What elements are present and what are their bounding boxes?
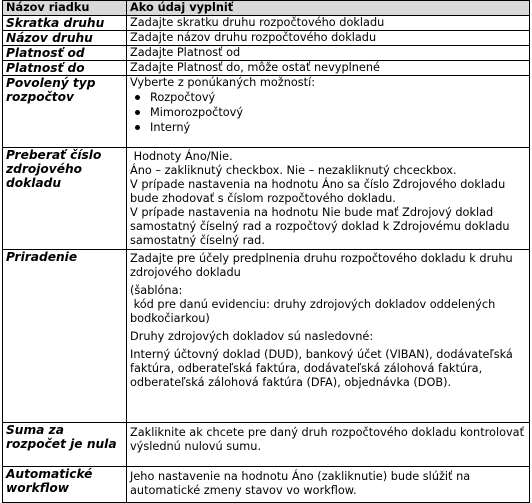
table-header-row bbox=[3, 1, 530, 16]
table-row bbox=[3, 16, 530, 31]
row-description: Jeho nastavenie na hodnotu Áno (zakliknutie) bude slúžiť na automatické zmeny stavov vo workflow. bbox=[127, 467, 530, 503]
row-description: Zakliknite ak chcete pre daný druh rozpočtového dokladu kontrolovať výslednú nulovú sumu. bbox=[127, 423, 530, 467]
row-label: Platnosť od bbox=[3, 46, 127, 61]
row-label: Suma za rozpočet je nula bbox=[3, 423, 127, 467]
row-paragraph: kód pre danú evidenciu: druhy zdrojových dokladov oddelených bodkočiarkou) bbox=[130, 298, 499, 325]
row-label: Skratka druhu bbox=[3, 16, 127, 31]
field-description-table bbox=[2, 0, 530, 503]
row-text-line: V prípade nastavenia na hodnotu Nie bude mať Zdrojový doklad samostatný číselný rad a rozpočtový doklad k Zdrojovému dokladu samostatný číselný rad. bbox=[130, 206, 510, 247]
list-item: Interný bbox=[130, 120, 526, 135]
row-label: Platnosť do bbox=[3, 61, 127, 76]
row-description bbox=[127, 76, 530, 148]
list-item: Rozpočtový bbox=[130, 90, 526, 105]
row-text-line: V prípade nastavenia na hodnotu Áno sa číslo Zdrojového dokladu bude zhodovať s číslom rozpočtového dokladu. bbox=[130, 178, 506, 205]
row-paragraph: Druhy zdrojových dokladov sú nasledovné: bbox=[130, 330, 374, 343]
row-description bbox=[127, 148, 530, 250]
header-how-to-fill: Ako údaj vyplniť bbox=[127, 1, 530, 16]
row-description: Zadajte Platnosť od bbox=[127, 46, 530, 61]
row-paragraph: Interný účtovný doklad (DUD), bankový účet (VIBAN), dodávateľská faktúra, odberateľská faktúra, dodávateľská zálohová faktúra, odberateľská zálohová faktúra (DFA), objednávka (DOB). bbox=[130, 348, 513, 389]
table-row bbox=[3, 467, 530, 503]
options-intro: Vyberte z ponúkaných možností: bbox=[130, 76, 316, 89]
row-paragraph: (šablóna: bbox=[130, 284, 183, 297]
budget-type-list bbox=[130, 90, 526, 135]
row-description: Zadajte Platnosť do, môže ostať nevyplnené bbox=[127, 61, 530, 76]
row-description: Zadajte názov druhu rozpočtového dokladu bbox=[127, 31, 530, 46]
row-description: Zadajte skratku druhu rozpočtového dokladu bbox=[127, 16, 530, 31]
table-row bbox=[3, 76, 530, 148]
row-label: Priradenie bbox=[3, 250, 127, 423]
table-row bbox=[3, 423, 530, 467]
table-row bbox=[3, 250, 530, 423]
table-row bbox=[3, 148, 530, 250]
row-label: Povolený typ rozpočtov bbox=[3, 76, 127, 148]
table-row bbox=[3, 31, 530, 46]
table-row bbox=[3, 46, 530, 61]
row-description bbox=[127, 250, 530, 423]
table-row bbox=[3, 61, 530, 76]
row-label: Preberať číslo zdrojového dokladu bbox=[3, 148, 127, 250]
header-row-name: Názov riadku bbox=[3, 1, 127, 16]
list-item: Mimorozpočtový bbox=[130, 105, 526, 120]
row-text-line: Áno – zakliknutý checkbox. Nie – nezakliknutý chceckbox. bbox=[130, 164, 457, 177]
row-label: Automatické workflow bbox=[3, 467, 127, 503]
row-text-line: Hodnoty Áno/Nie. bbox=[130, 150, 233, 163]
row-label: Názov druhu bbox=[3, 31, 127, 46]
row-paragraph: Zadajte pre účely predplnenia druhu rozpočtového dokladu k druhu zdrojového dokladu bbox=[130, 252, 513, 279]
